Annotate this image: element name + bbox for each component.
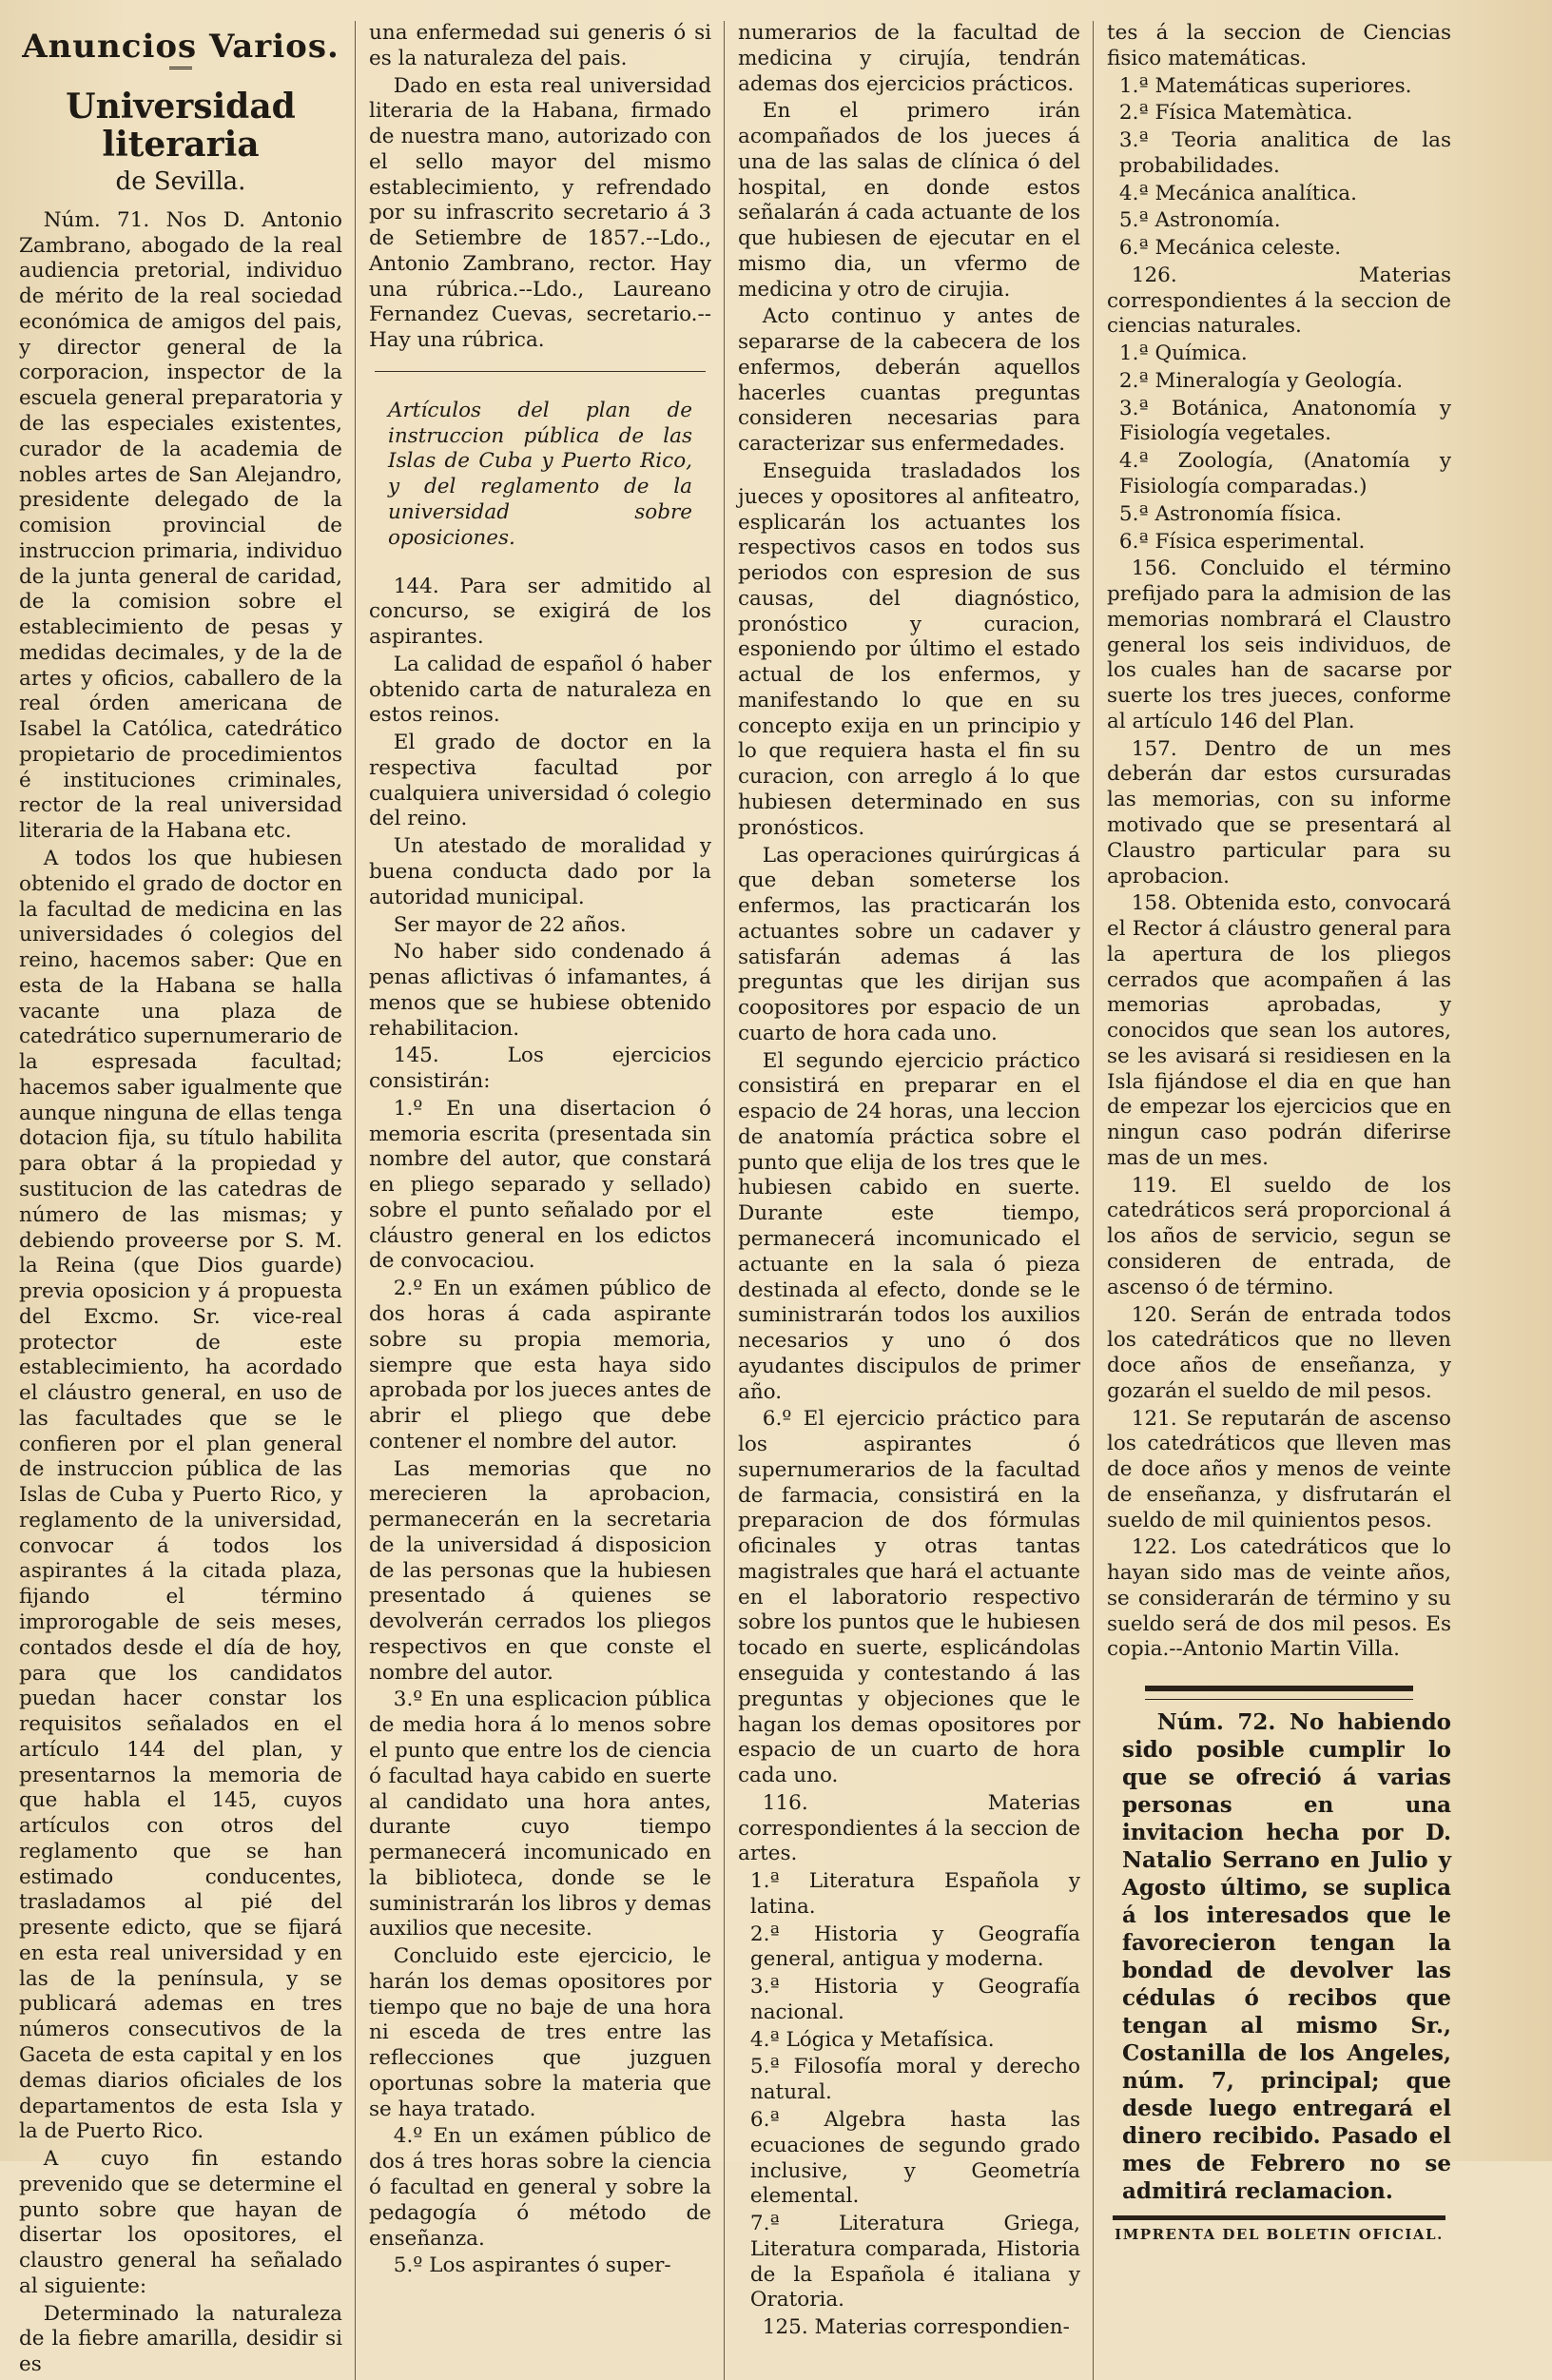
paragraph: 144. Para ser admitido al concurso, se exigirá de los aspirantes. (369, 574, 711, 650)
paragraph: 157. Dentro de un mes deberán dar estos cursuradas las memorias, con su informe motivado que se presentará al Claustro particular para su aprobacion. (1107, 736, 1451, 888)
column-2 (369, 21, 711, 2380)
list-item: 4.ª Mecánica analítica. (1118, 181, 1357, 205)
paragraph: Acto continuo y antes de separarse de la cabecera de los enfermos, deberán aquellos hacerles cuantas preguntas consideren necesarias para caracterizar sus enfermedades. (738, 304, 1080, 457)
paragraph: Enseguida trasladados los jueces y opositores al anfiteatro, esplicarán los actuantes los respectivos casos en todos sus periodos con espresion de sus causas, del diagnóstico, pronóstico y curacion, esponiendo por último el estado actual de los enfermos, y manifestando lo que en su concepto exija en un principio y lo que requiera hasta el fin su curacion, con arreglo á lo que hubiesen determinado en sus pronósticos. (738, 459, 1080, 840)
paragraph: Ser mayor de 22 años. (393, 912, 627, 937)
paragraph: Las operaciones quirúrgicas á que deban someterse los enfermos, las practicarán los actuantes sobre un cadaver y satisfarán ademas á las preguntas que les dirijan sus coopositores por espacio de un cuarto de hora cada uno. (738, 843, 1080, 1045)
column-4 (1107, 21, 1451, 2380)
paragraph: Determinado la naturaleza de la fiebre amarilla, desidir si es (19, 2301, 342, 2377)
list-item: 2.ª Historia y Geografía general, antigua y moderna. (749, 1922, 1080, 1972)
list-item: 6.ª Física esperimental. (1118, 529, 1366, 554)
list-item: 6.ª Mecánica celeste. (1118, 236, 1342, 261)
paragraph: una enfermedad sui generis ó si es la naturaleza del pais. (369, 21, 711, 70)
paragraph: tes á la seccion de Ciencias fisico matemáticas. (1107, 21, 1451, 70)
divider-bottom (1113, 2215, 1445, 2220)
paragraph: 125. Materias correspondien- (762, 2315, 1070, 2340)
list-item: 2.ª Mineralogía y Geología. (1118, 368, 1404, 393)
columns (19, 21, 1531, 2377)
paragraph: 120. Serán de entrada todos los catedráticos que no lleven doce años de enseñanza, y gozarán el sueldo de mil pesos. (1107, 1302, 1451, 1403)
paragraph: 121. Se reputarán de ascenso los catedráticos que lleven mas de doce años y menos de veinte de enseñanza, y disfrutarán el sueldo de mil quinientos pesos. (1107, 1406, 1451, 1532)
paragraph: 1.º En una disertacion ó memoria escrita (presentada sin nombre del autor, que constará en pliego separado y sellado) sobre el punto señalado por el cláustro general en los edictos de convocaciou. (369, 1096, 711, 1274)
imprint: IMPRENTA DEL BOLETIN OFICIAL. (1115, 2225, 1444, 2243)
paragraph: El segundo ejercicio práctico consistirá en preparar en el espacio de 24 horas, una leccion de anatomía práctica sobre el punto que elija de los tres que le hubiesen cabido en suerte. Durante este tiempo, permanecerá incomunicado el actuante en la sala ó pieza destinada al efecto, donde se le suministrarán todos los auxilios necesarios y uno ó dos ayudantes discipulos de primer año. (738, 1048, 1080, 1404)
articles-title: Artículos del plan de instruccion pública de las Islas de Cuba y Puerto Rico, y del reglamento de la universidad sobre oposiciones. (388, 398, 692, 550)
paragraph: Un atestado de moralidad y buena conducta dado por la autoridad municipal. (369, 834, 711, 909)
paragraph: 126. Materias correspondientes á la seccion de ciencias naturales. (1107, 263, 1451, 339)
paragraph: Las memorias que no merecieren la aprobacion, permanecerán en la secretaria de la universidad á disposicion de las personas que la hubiesen presentado á quienes se devolverán cerrados los pliegos respectivos en que conste el nombre del autor. (369, 1456, 711, 1685)
paragraph: No haber sido condenado á penas aflictivas ó infamantes, á menos que se hubiese obtenido rehabilitacion. (369, 940, 711, 1041)
paragraph: 119. El sueldo de los catedráticos será proporcional á los años de servicio, segun se consideren de entrada, de ascenso ó de término. (1107, 1173, 1451, 1299)
divider-thin (1145, 1699, 1413, 1700)
paragraph: Dado en esta real universidad literaria de la Habana, firmado de nuestra mano, autorizado con el sello mayor del mismo establecimiento, y refrendado por su infrascrito secretario á 3 de Setiembre de 1857.--Ldo., Antonio Zambrano, rector. Hay una rúbrica.--Ldo., Laureano Fernandez Cuevas, secretario.--Hay una rúbrica. (369, 73, 711, 353)
list-item: 1.ª Química. (1118, 341, 1248, 366)
paragraph: 2.º En un exámen público de dos horas á cada aspirante sobre su propia memoria, siempre que esta haya sido aprobada por los jueces antes de abrir el pliego que debe contener el nombre del autor. (369, 1277, 711, 1453)
column-3 (738, 21, 1080, 2380)
list-item: 6.ª Algebra hasta las ecuaciones de segundo grado inclusive, y Geometría elemental. (749, 2108, 1080, 2209)
title-rule (169, 67, 192, 73)
paragraph: 145. Los ejercicios consistirán: (369, 1044, 711, 1094)
list-item: 3.ª Teoria analitica de las probabilidades. (1118, 128, 1451, 178)
list-item: 5.ª Astronomía física. (1118, 501, 1343, 526)
paragraph: 158. Obtenida esto, convocará el Rector á cláustro general para la apertura de los pliegos cerrados que acompañen á las memorias aprobadas, y conocidos que sean los autores, se les avisará si residiesen en la Isla fijándose el dia en que han de empezar los ejercicios que en ningun caso podrán diferirse mas de un mes. (1107, 891, 1451, 1170)
paragraph: 116. Materias correspondientes á la seccion de artes. (738, 1790, 1080, 1866)
paragraph: La calidad de español ó haber obtenido carta de naturaleza en estos reinos. (369, 652, 711, 728)
column-1 (19, 21, 342, 2380)
paragraph: Núm. 71. Nos D. Antonio Zambrano, abogado de la real audiencia pretorial, individuo de mérito de la real sociedad económica de amigos del pais, y director general de la corporacion, inspector de la escuela general preparatoria y de las especiales existentes, curador de la academia de nobles artes de San Alejandro, presidente delegado de la comision provincial de instruccion primaria, individuo de la junta general de caridad, de la comision sobre el establecimiento de pesas y medidas decimales, y de la de artes y oficios, caballero de la real órden americana de Isabel la Católica, catedrático propietario de procedimientos é instituciones criminales, rector de la real universidad literaria de la Habana etc. (19, 207, 342, 844)
notice-72-text: Núm. 72. No habiendo sido posible cumplir lo que se ofreció á varias personas en una invitacion hecha por D. Natalio Serrano en Julio y Agosto último, se suplica á los interesados que le favorecieron tengan la bondad de devolver las cédulas ó recibos que tengan al mismo Sr., Costanilla de los Angeles, núm. 7, principal; que desde luego entregará el dinero recibido. Pasado el mes de Febrero no se admitirá reclamacion. (1122, 1709, 1451, 2204)
list-item: 4.ª Zoología, (Anatomía y Fisiología comparadas.) (1118, 449, 1451, 499)
paragraph: El grado de doctor en la respectiva facultad por cualquiera universidad ó colegio del reino. (369, 731, 711, 831)
list-item: 2.ª Física Matemàtica. (1118, 101, 1353, 126)
paragraph: 3.º En una esplicacion pública de media hora á lo menos sobre el punto que entre los de ciencia ó facultad haya cabido en suerte al candidato una hora antes, durante cuyo tiempo permanecerá incomunicado en la biblioteca, donde se le suministrarán los libros y demas auxilios que necesite. (369, 1687, 711, 1941)
university-title: Universidad literaria (66, 87, 296, 165)
divider (375, 371, 706, 372)
list-item: 1.ª Matemáticas superiores. (1118, 73, 1412, 98)
paragraph: 4.º En un exámen público de dos á tres horas sobre la ciencia ó facultad en general y sobre la pedagogía ó método de enseñanza. (369, 2124, 711, 2251)
divider-thick (1145, 1686, 1413, 1691)
list-item: 3.ª Historia y Geografía nacional. (749, 1975, 1080, 2024)
notice-72 (1107, 1686, 1451, 2243)
paragraph: 6.º El ejercicio práctico para los aspirantes ó supernumerarios de la facultad de farmacia, consistirá en la preparacion de dos fórmulas oficinales y otras tantas magistrales que hará el actuante en el laboratorio respectivo sobre los puntos que le hubiesen tocado en suerte, esplicándolas enseguida y contestando á las preguntas y objeciones que le hagan los demas opositores por espacio de un cuarto de hora cada uno. (738, 1407, 1080, 1788)
paragraph: numerarios de la facultad de medicina y cirujía, tendrán ademas dos ejercicios prácticos. (738, 21, 1080, 96)
list-item: 3.ª Botánica, Anatonomía y Fisiología vegetales. (1118, 396, 1451, 446)
list-item: 4.ª Lógica y Metafísica. (749, 2027, 995, 2052)
section-title: Anuncios Varios. (22, 28, 340, 66)
paragraph: A cuyo fin estando prevenido que se determine el punto sobre que hayan de disertar los opositores, el claustro general ha señalado al siguiente: (19, 2147, 342, 2298)
paragraph: 156. Concluido el término prefijado para la admision de las memorias nombrará el Claustro general los seis individuos, de los cuales han de sacarse por suerte los tres jueces, conforme al artículo 146 del Plan. (1107, 556, 1451, 733)
paragraph: En el primero irán acompañados de los jueces á una de las salas de clínica ó del hospital, en donde estos señalarán á cada actuante de los que hubiesen de ejecutar en el mismo dia, un vfermo de medicina y otro de cirujia. (738, 99, 1080, 302)
list-item: 5.ª Astronomía. (1118, 208, 1281, 233)
paragraph: Concluido este ejercicio, le harán los demas opositores por tiempo que no baje de una hora ni esceda de tres entre las reflecciones que juzguen oportunas sobre la materia que se haya tratado. (369, 1944, 711, 2121)
paragraph: 5.º Los aspirantes ó super- (393, 2253, 671, 2278)
university-subtitle: de Sevilla. (115, 166, 246, 196)
list-item: 1.ª Literatura Española y latina. (749, 1869, 1080, 1919)
list-item: 7.ª Literatura Griega, Literatura comparada, Historia de la Española é italiana y Oratoria. (749, 2212, 1080, 2312)
paragraph: A todos los que hubiesen obtenido el grado de doctor en la facultad de medicina en las universidades ó colegios del reino, hacemos saber: Que en esta de la Habana se halla vacante una plaza de catedrático supernumerario de la espresada facultad; hacemos saber igualmente que aunque ninguna de ellas tenga dotacion fija, su título habilita para obtar á la propiedad y sustitucion de las catedras de número de las mismas; y debiendo proveerse por S. M. la Reina (que Dios guarde) previa oposicion y á propuesta del Excmo. Sr. vice-real protector de este establecimiento, ha acordado el cláustro general, en uso de las facultades que se le confieren por el plan general de instruccion pública de las Islas de Cuba y Puerto Rico, y reglamento de la universidad, convocar á todos los aspirantes á la citada plaza, fijando el término improrogable de seis meses, contados desde el día de hoy, para que los candidatos puedan hacer constar los requisitos señalados en el artículo 144 del plan, y presentarnos la memoria de que habla el 145, cuyos artículos con otros del reglamento que se han estimado conducentes, trasladamos al pié del presente edicto, que se fijará en esta real universidad y en las de la península, y se publicará ademas en tres números consecutivos de la Gaceta de esta capital y en los demas diarios oficiales de los departamentos de esta Isla y la de Puerto Rico. (19, 847, 342, 2144)
paragraph: 122. Los catedráticos que lo hayan sido mas de veinte años, se considerarán de término y su sueldo será de dos mil pesos. Es copia.--Antonio Martin Villa. (1107, 1535, 1451, 1662)
list-item: 5.ª Filosofía moral y derecho natural. (749, 2055, 1080, 2105)
